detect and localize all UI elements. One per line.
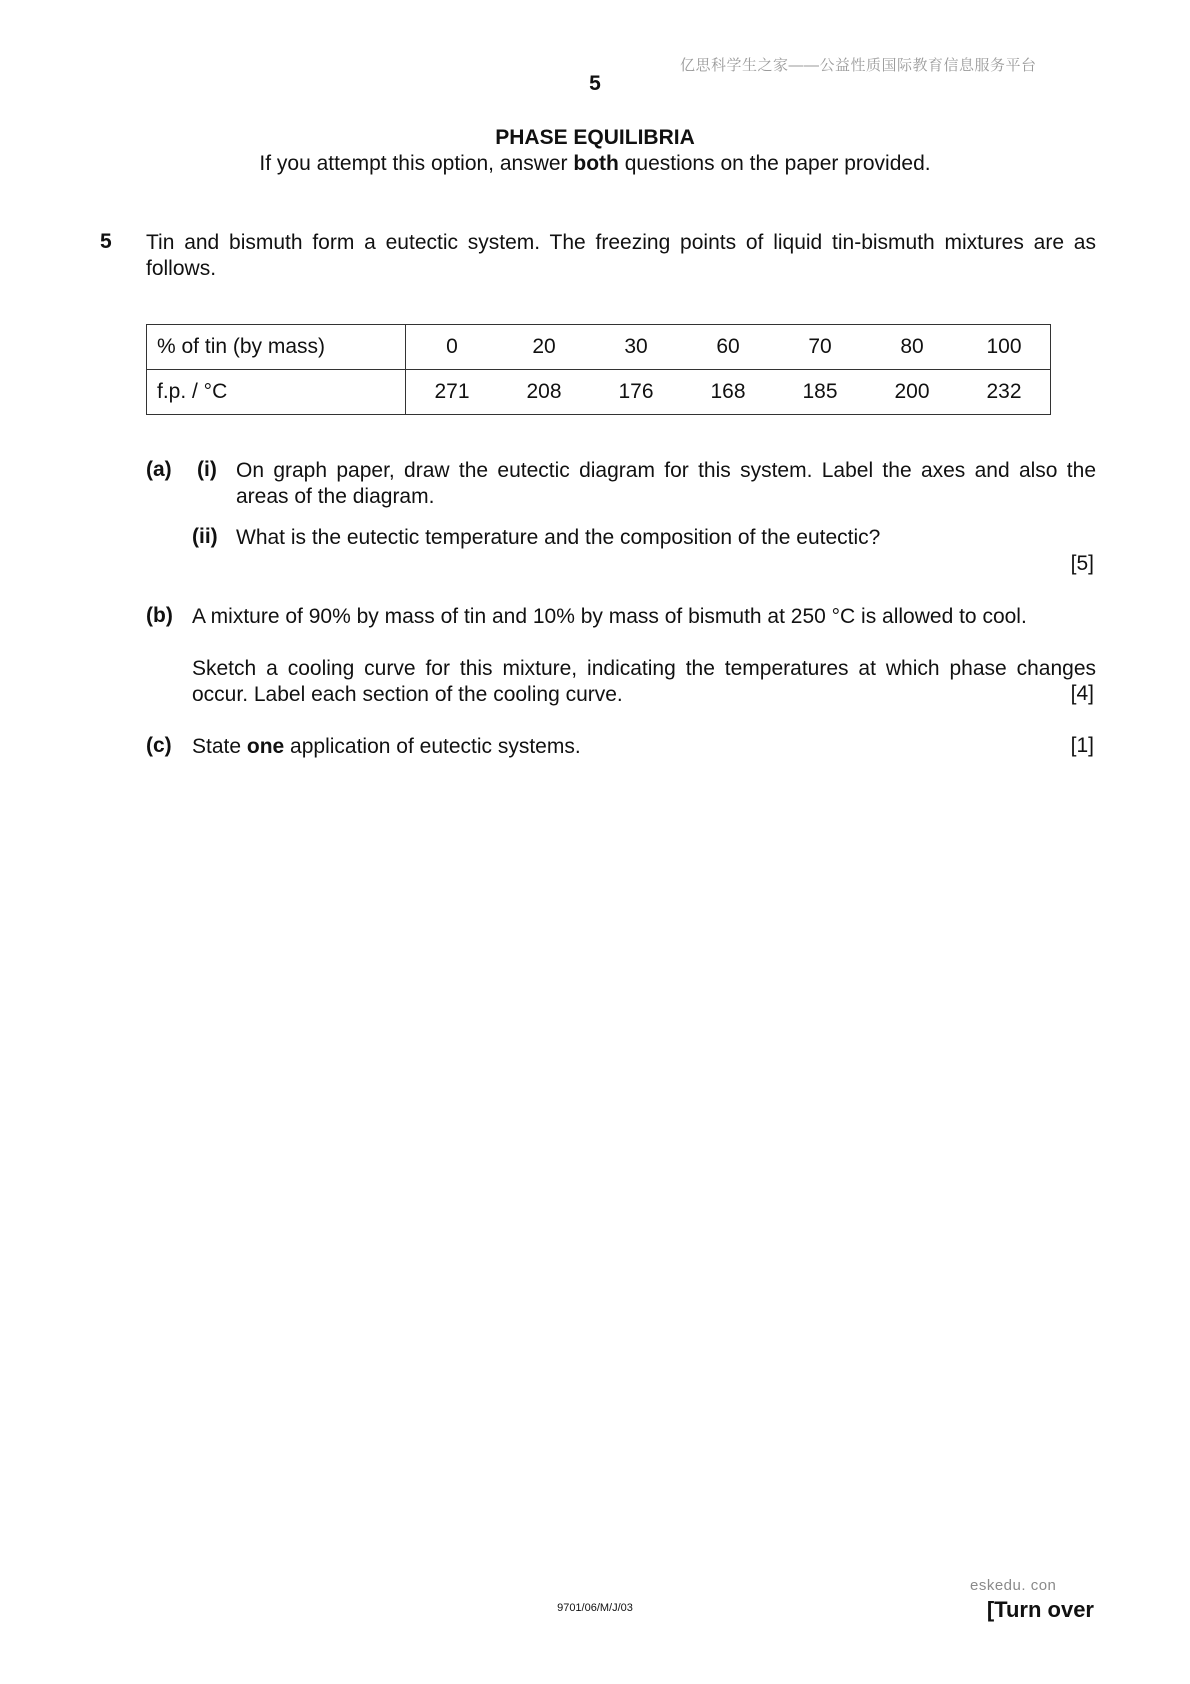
part-a-i-text: On graph paper, draw the eutectic diagram for this system. Label the axes and also the areas of the diagram.: [236, 459, 1096, 508]
question-text: Tin and bismuth form a eutectic system. The freezing points of liquid tin-bismuth mixtures are as follows.: [146, 231, 1096, 280]
table-cell: 232: [986, 380, 1022, 403]
instruction-bold: both: [573, 152, 619, 175]
instruction-before: If you attempt this option, answer: [259, 152, 574, 175]
part-c-label: (c): [146, 734, 172, 757]
part-c-before: State: [192, 735, 247, 758]
part-b-text-2: Sketch a cooling curve for this mixture, indicating the temperatures at which phase changes occur. Label each section of the cooling curve.: [192, 657, 1096, 706]
watermark-top: 亿思科学生之家——公益性质国际教育信息服务平台: [680, 57, 1037, 74]
table-cell: 200: [894, 380, 930, 403]
watermark-bottom: eskedu. con: [970, 1577, 1057, 1594]
part-a-ii-text: What is the eutectic temperature and the composition of the eutectic?: [236, 526, 881, 549]
part-a-marks: [5]: [1070, 552, 1094, 575]
turn-over-label: [Turn over: [986, 1597, 1094, 1622]
table-row: [147, 325, 1051, 370]
table-cell: 185: [802, 380, 838, 403]
table-row-label: % of tin (by mass): [147, 325, 406, 370]
part-b-text-1: A mixture of 90% by mass of tin and 10% by mass of bismuth at 250 °C is allowed to cool.: [192, 605, 1027, 628]
table-cell: 168: [710, 380, 746, 403]
part-b-marks: [4]: [1070, 682, 1094, 705]
table-row-label: f.p. / °C: [147, 370, 406, 415]
part-b-label: (b): [146, 604, 173, 627]
part-c-text: [192, 734, 581, 760]
page-number: 5: [589, 72, 601, 95]
table-cell: 208: [526, 380, 562, 403]
table-cell: 70: [808, 335, 832, 358]
table-cell: 60: [716, 335, 740, 358]
part-a-i-label: (i): [197, 458, 217, 481]
table-cell: 30: [624, 335, 648, 358]
table-cell: 176: [618, 380, 654, 403]
part-a-ii-label: (ii): [192, 525, 218, 548]
part-c-bold: one: [246, 735, 285, 758]
part-c-marks: [1]: [1070, 734, 1094, 757]
section-title: PHASE EQUILIBRIA: [495, 126, 695, 149]
table-row: [147, 370, 1051, 415]
instruction-after: questions on the paper provided.: [618, 152, 931, 175]
question-number: 5: [100, 230, 112, 253]
table-cell: 20: [532, 335, 556, 358]
table-cell: 100: [986, 335, 1022, 358]
part-c-after: application of eutectic systems.: [284, 735, 581, 758]
table-cell: 0: [446, 335, 458, 358]
freezing-point-table: [146, 324, 1051, 415]
table-cell: 271: [434, 380, 470, 403]
footer-code: 9701/06/M/J/03: [557, 1602, 633, 1614]
table-cell: 80: [900, 335, 924, 358]
instruction: [0, 152, 1190, 176]
part-a-label: (a): [146, 458, 172, 481]
